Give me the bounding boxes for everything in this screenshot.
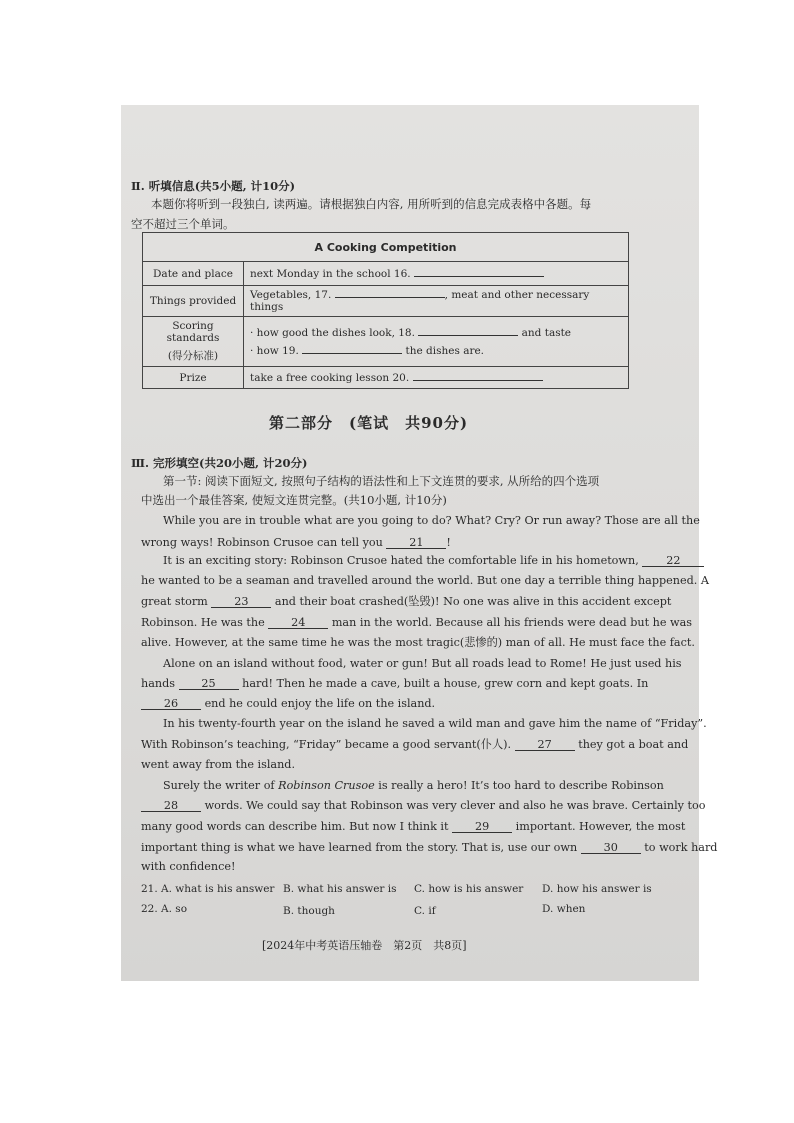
answer-blank-16[interactable] (414, 276, 544, 277)
passage-line: he wanted to be a seaman and travelled around the world. But one day a terrible thing happened. A (141, 574, 709, 587)
passage-line: hands 25 hard! Then he made a cave, built a house, grew corn and kept goats. In (141, 677, 649, 690)
passage-line: In his twenty-fourth year on the island he saved a wild man and gave him the name of “Friday”. (163, 717, 707, 730)
passage-line: It is an exciting story: Robinson Crusoe hated the comfortable life in his hometown, 22 (163, 555, 704, 567)
exam-page (121, 105, 718, 981)
listening-heading: Ⅱ. 听填信息(共5小题, 计10分) (131, 179, 296, 193)
cloze-instruction: 第一节: 阅读下面短文, 按照句子结构的语法性和上下文连贯的要求, 从所给的四个选项 (163, 474, 600, 488)
cloze-blank-21[interactable]: 21 (386, 537, 446, 549)
row-label-scoring: Scoring standards (得分标准) (143, 317, 244, 367)
table-title: A Cooking Competition (143, 233, 629, 262)
option-22-c[interactable]: C. if (414, 905, 436, 917)
passage-line: many good words can describe him. But now I think it 29 important. However, the most (141, 820, 686, 833)
answer-blank-19[interactable] (302, 353, 402, 354)
option-21-c[interactable]: C. how is his answer (414, 883, 524, 895)
passage-line: important thing is what we have learned from the story. That is, use our own 30 to work hard (141, 841, 718, 854)
listening-instruction-cont: 空不超过三个单词。 (131, 217, 235, 231)
page-footer: [2024年中考英语压轴卷 第2页 共8页] (262, 939, 467, 952)
answer-blank-20[interactable] (413, 380, 543, 381)
cloze-blank-29[interactable]: 29 (452, 821, 512, 833)
passage-line: Surely the writer of Robinson Crusoe is really a hero! It’s too hard to describe Robinson (163, 779, 664, 792)
row-scoring-standards: · how good the dishes look, 18. and taste · how 19. the dishes are. (244, 317, 629, 367)
question-21-options: 21. A. what is his answer (141, 883, 275, 895)
passage-line: wrong ways! Robinson Crusoe can tell you 21 ! (141, 536, 451, 549)
passage-line: went away from the island. (141, 758, 296, 771)
option-21-d[interactable]: D. how his answer is (542, 883, 652, 895)
cloze-instruction-cont: 中选出一个最佳答案, 使短文连贯完整。(共10小题, 计10分) (141, 493, 447, 507)
option-21-a[interactable]: A. what is his answer (161, 883, 275, 895)
option-22-a[interactable]: A. so (161, 903, 188, 915)
option-22-b[interactable]: B. though (283, 905, 335, 917)
passage-line: While you are in trouble what are you going to do? What? Cry? Or run away? Those are all the (163, 514, 700, 527)
row-things-provided: Vegetables, 17. , meat and other necessary things (244, 286, 629, 317)
row-prize: take a free cooking lesson 20. (244, 367, 629, 389)
passage-line: great storm 23 and their boat crashed(坠毁)! No one was alive in this accident except (141, 595, 672, 608)
cooking-competition-table (142, 232, 629, 389)
row-label-prize: Prize (143, 367, 244, 389)
cloze-blank-22[interactable]: 22 (642, 555, 704, 567)
row-date-place: next Monday in the school 16. (244, 262, 629, 286)
cloze-blank-25[interactable]: 25 (179, 678, 239, 690)
cloze-blank-24[interactable]: 24 (268, 617, 328, 629)
part2-title: 第二部分 (笔试 共90分) (269, 414, 469, 432)
cloze-blank-27[interactable]: 27 (515, 739, 575, 751)
cloze-blank-28[interactable]: 28 (141, 800, 201, 812)
option-22-d[interactable]: D. when (542, 903, 586, 915)
passage-line: With Robinson’s teaching, “Friday” became a good servant(仆人). 27 they got a boat and (141, 738, 689, 751)
cloze-blank-23[interactable]: 23 (211, 596, 271, 608)
passage-line: 28 words. We could say that Robinson was very clever and also he was brave. Certainly too (141, 800, 706, 812)
passage-line: alive. However, at the same time he was the most tragic(悲惨的) man of all. He must face the fact. (141, 636, 695, 649)
row-label-date: Date and place (143, 262, 244, 286)
answer-blank-17[interactable] (335, 297, 445, 298)
cloze-heading: Ⅲ. 完形填空(共20小题, 计20分) (131, 456, 308, 470)
cloze-blank-26[interactable]: 26 (141, 698, 201, 710)
answer-blank-18[interactable] (418, 335, 518, 336)
passage-line: Alone on an island without food, water or gun! But all roads lead to Rome! He just used his (163, 657, 682, 670)
passage-line: Robinson. He was the 24 man in the world. Because all his friends were dead but he was (141, 616, 692, 629)
cloze-blank-30[interactable]: 30 (581, 842, 641, 854)
passage-line: with confidence! (141, 860, 236, 873)
question-22-options: 22. A. so (141, 903, 188, 915)
row-label-things: Things provided (143, 286, 244, 317)
option-21-b[interactable]: B. what his answer is (283, 883, 397, 895)
listening-instruction: 本题你将听到一段独白, 读两遍。请根据独白内容, 用所听到的信息完成表格中各题。每 (151, 197, 592, 211)
passage-line: 26 end he could enjoy the life on the island. (141, 698, 435, 710)
